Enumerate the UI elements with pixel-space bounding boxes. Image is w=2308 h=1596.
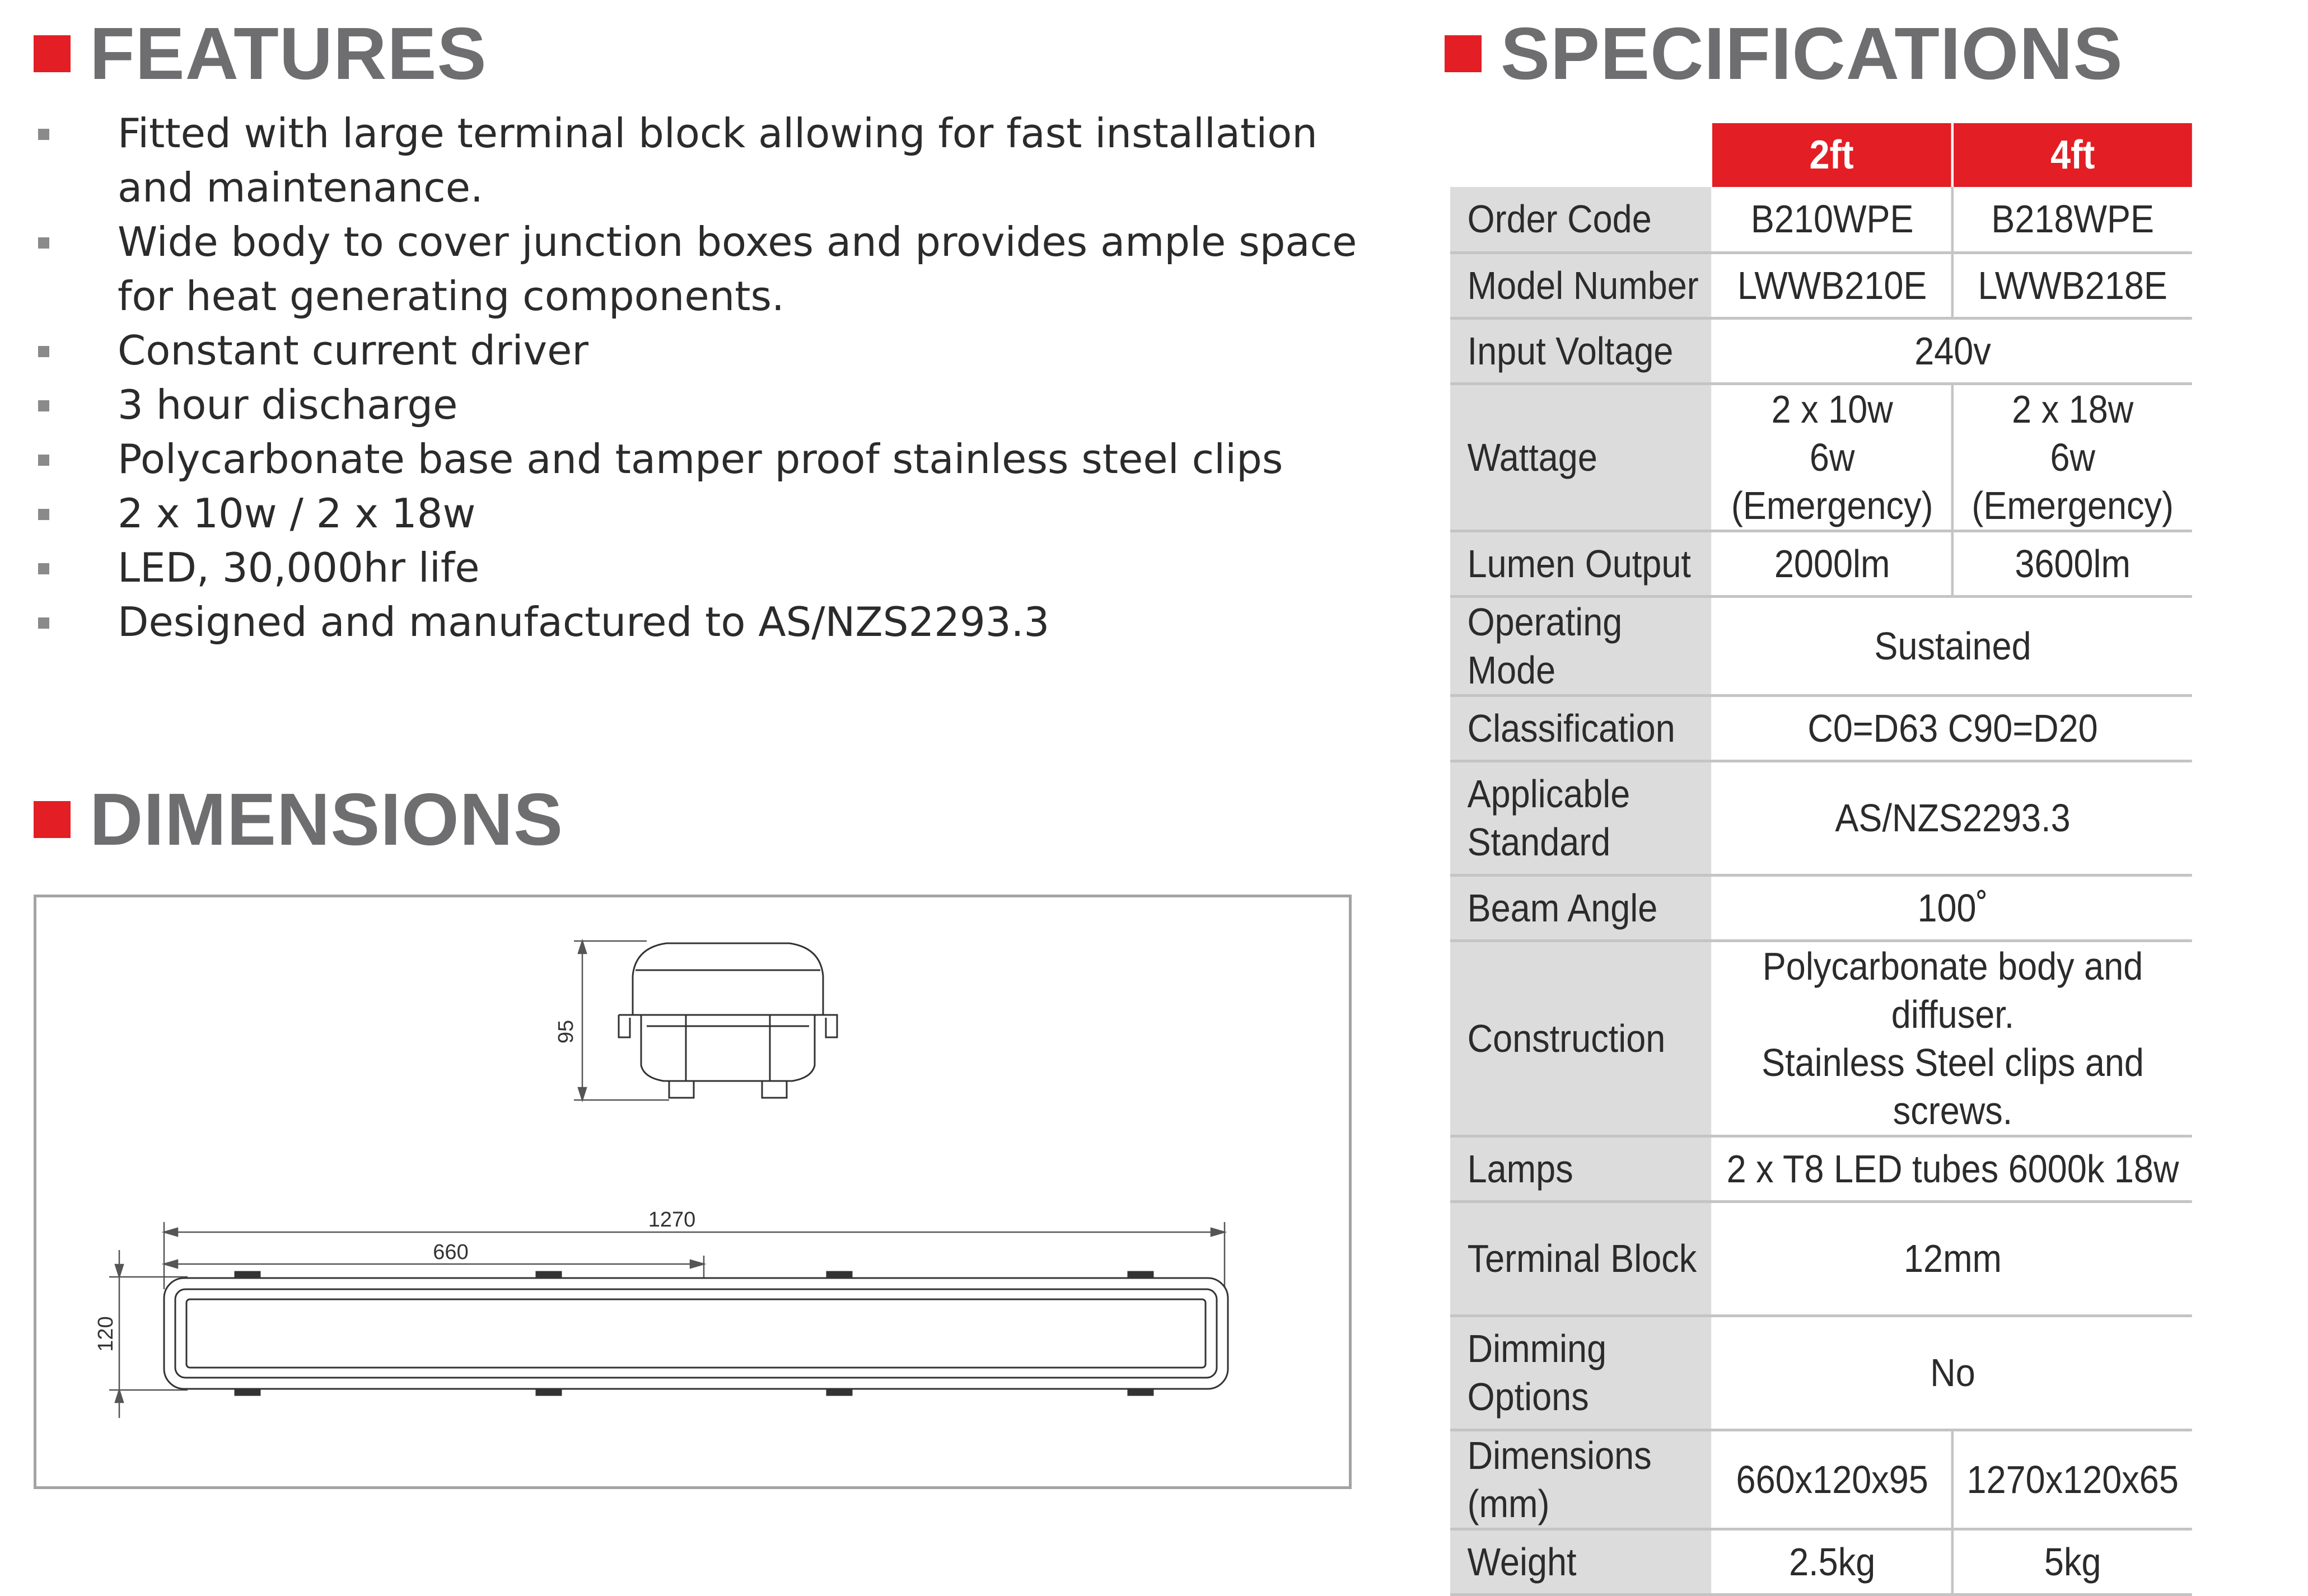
spec-label: Construction: [1450, 940, 1712, 1136]
dimensions-heading: [34, 778, 564, 860]
bullet-icon: [38, 400, 49, 411]
spec-value: LWWB218E: [1952, 252, 2192, 318]
spec-row: [1450, 383, 2192, 531]
feature-text: LED, 30,000hr life: [118, 544, 480, 591]
spec-label-line: Options: [1467, 1375, 1589, 1419]
specifications-title: SPECIFICATIONS: [1501, 12, 2123, 95]
feature-item: [34, 486, 1389, 541]
feature-item: [34, 378, 1389, 432]
dimensions-title: DIMENSIONS: [90, 778, 564, 860]
feature-item: [34, 432, 1389, 486]
dimensions-marker: [34, 801, 71, 838]
spec-row: [1450, 1136, 2192, 1201]
spec-value: B218WPE: [1952, 187, 2192, 252]
column-header: 2ft: [1712, 123, 1952, 187]
spec-value: 2 x T8 LED tubes 6000k 18w: [1712, 1136, 2192, 1201]
spec-value: 5kg: [1952, 1529, 2192, 1594]
spec-row: [1450, 1316, 2192, 1430]
bullet-icon: [38, 129, 49, 140]
spec-label: Input Voltage: [1450, 318, 1712, 383]
feature-item: [34, 215, 1389, 324]
spec-value: 12mm: [1712, 1201, 2192, 1316]
spec-row: [1450, 187, 2192, 252]
spec-value: 3600lm: [1952, 531, 2192, 596]
spec-value: LWWB210E: [1712, 252, 1952, 318]
bullet-icon: [38, 455, 49, 466]
spec-value: 2000lm: [1712, 531, 1952, 596]
feature-text: Polycarbonate base and tamper proof stainless steel clips: [118, 436, 1283, 483]
long-body-fixture: [164, 1272, 1228, 1395]
feature-text: Wide body to cover junction boxes and provides ample space for heat generating components.: [118, 218, 1357, 320]
spec-label: Classification: [1450, 695, 1712, 761]
spec-value: [1712, 940, 2192, 1136]
feature-item: [34, 541, 1389, 595]
spec-label-line: Standard: [1467, 820, 1611, 864]
spec-row: [1450, 875, 2192, 940]
short-length-label: 660: [433, 1241, 469, 1264]
specifications-heading: [1445, 12, 2123, 95]
spec-row: [1450, 318, 2192, 383]
features-list: [34, 106, 1389, 649]
bullet-icon: [38, 563, 49, 574]
dimension-drawing: [36, 897, 1349, 1486]
features-marker: [34, 35, 71, 72]
spec-row: [1450, 1430, 2192, 1529]
spec-row: [1450, 596, 2192, 695]
spec-label: Operating Mode: [1450, 596, 1712, 695]
bullet-icon: [38, 237, 49, 249]
spec-value: B210WPE: [1712, 187, 1952, 252]
spec-label: [1450, 1316, 1712, 1430]
spec-value-line: 6w (Emergency): [1731, 435, 1933, 527]
bullet-icon: [38, 509, 49, 520]
spec-value: Sustained: [1712, 596, 2192, 695]
specifications-marker: [1445, 35, 1482, 72]
spec-label: Dimensions (mm): [1450, 1430, 1712, 1529]
feature-text: Designed and manufactured to AS/NZS2293.3: [118, 598, 1050, 645]
spec-label: Beam Angle: [1450, 875, 1712, 940]
end-view-fixture: [619, 943, 837, 1098]
spec-label: Model Number: [1450, 252, 1712, 318]
features-heading: [34, 12, 487, 95]
spec-row: [1450, 940, 2192, 1136]
length-label: 1270: [648, 1208, 696, 1232]
feature-text: 2 x 10w / 2 x 18w: [118, 490, 476, 537]
spec-label: Lumen Output: [1450, 531, 1712, 596]
feature-item: [34, 106, 1389, 215]
bullet-icon: [38, 617, 49, 629]
feature-text: 3 hour discharge: [118, 381, 458, 428]
spec-header-row: [1450, 123, 2192, 187]
feature-item: [34, 324, 1389, 378]
spec-label: Weight: [1450, 1529, 1712, 1594]
bullet-icon: [38, 346, 49, 357]
spec-label-line: Applicable: [1467, 772, 1630, 816]
spec-row: [1450, 761, 2192, 875]
spec-label: Order Code: [1450, 187, 1712, 252]
spec-value: 240v: [1712, 318, 2192, 383]
spec-value: AS/NZS2293.3: [1712, 761, 2192, 875]
spec-row: [1450, 531, 2192, 596]
spec-row: [1450, 1529, 2192, 1594]
spec-label-line: Dimming: [1467, 1327, 1607, 1370]
spec-header-blank: [1450, 123, 1712, 187]
spec-value-line: 2 x 10w: [1771, 387, 1893, 431]
spec-label: [1450, 761, 1712, 875]
spec-row: [1450, 695, 2192, 761]
spec-label: Wattage: [1450, 383, 1712, 531]
spec-row: [1450, 1201, 2192, 1316]
spec-label: Lamps: [1450, 1136, 1712, 1201]
spec-value-line: 2 x 18w: [2012, 387, 2134, 431]
height-label: 95: [554, 1019, 578, 1044]
spec-value: C0=D63 C90=D20: [1712, 695, 2192, 761]
width-label: 120: [94, 1316, 118, 1352]
specifications-table: [1450, 123, 2192, 1596]
feature-item: [34, 595, 1389, 649]
spec-value: No: [1712, 1316, 2192, 1430]
spec-value-line: 6w (Emergency): [1971, 435, 2174, 527]
spec-label: Terminal Block: [1450, 1201, 1712, 1316]
feature-text: Fitted with large terminal block allowing for fast installation and maintenance.: [118, 110, 1317, 211]
spec-value: [1712, 383, 1952, 531]
dimensions-drawing-frame: [34, 895, 1352, 1489]
spec-value: [1952, 383, 2192, 531]
features-title: FEATURES: [90, 12, 487, 95]
spec-value: 100˚: [1712, 875, 2192, 940]
spec-value: 660x120x95: [1712, 1430, 1952, 1529]
spec-value: 2.5kg: [1712, 1529, 1952, 1594]
spec-value-line: Polycarbonate body and diffuser.: [1762, 944, 2143, 1036]
column-header: 4ft: [1952, 123, 2192, 187]
spec-value: 1270x120x65: [1952, 1430, 2192, 1529]
feature-text: Constant current driver: [118, 327, 589, 374]
spec-value-line: Stainless Steel clips and screws.: [1762, 1040, 2144, 1132]
spec-row: [1450, 252, 2192, 318]
